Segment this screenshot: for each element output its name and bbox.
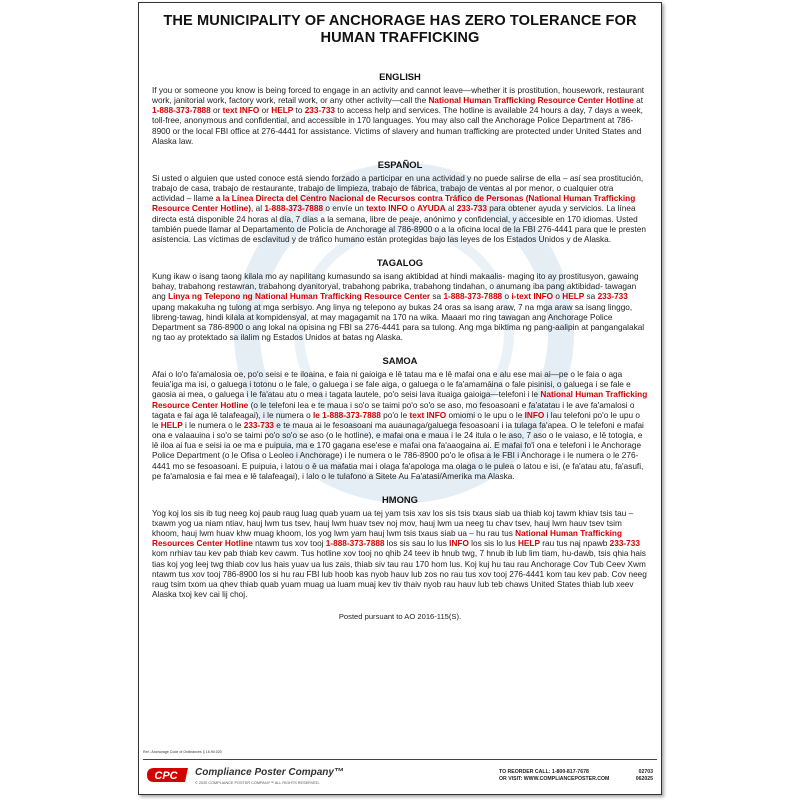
section-paragraph	[152, 509, 648, 600]
body-text: to access help and services. The hotline is available 24 hours a day, 7 days a week, toll-free, anonymous and confidential, and accessible in 170 languages. You may also call the Anchorage Police Department at 786-8900 or the local FBI office at 276-4441 for assistance. Victims of slavery and human trafficking are protected under United States and Alaska law.	[152, 106, 643, 146]
body-text: o	[407, 204, 418, 214]
highlight-text: 233-733	[456, 204, 487, 214]
body-text: upang makakuha ng tulong at mga serbisyo. Ang linya ng telepono ay bukas 24 oras sa isang araw, 7 na mga araw sa isang linggo, libreng-tawag, hindi kilala at kompidensyal, at may magagamit na 170 na wika. Maaari mo ring tawagan ang Anchorage Police Department sa 786-8900 o ang lokal na opisina ng FBI sa 276-4441 para sa tulong. Ang mga biktima ng pang-aalipin at pangangalakal ng tao ay protektado sa ilalim ng Estados Unidos at batas ng Alaska.	[152, 302, 645, 342]
copyright-text: © 2020 COMPLIANCE POSTER COMPANY™ ALL RIGHTS RESERVED.	[195, 781, 320, 785]
highlight-text: HELP	[271, 106, 294, 116]
body-text: Afai o lo'o fa'amalosia oe, po'o seisi e te iloaina, e faia ni gaioiga e lē tatau ma e lē mafai ona e alu ese mai ai—pe o le faia o aga feuia'iga ma isi, o galuega i totonu o le fale, o galuega i se fale aiga, o galuega o le fa'amamāina o fale pisinisi, o galuega i se fale e gaosia ai mea, o galuega i le fa'atau atu o mea i tagata lautele, po'o seisi lava ituaiga gaioiga—telefoni i le	[152, 370, 631, 400]
highlight-text: National Human Trafficking Resources Center Hotline	[152, 529, 622, 549]
body-text: Si usted o alguien que usted conoce está siendo forzado a participar en una actividad y no puede salirse de ella – así sea prostitución, trabajo de casa, trabajo de restaurante, trabajo de limpieza, trabajo de fábrica, trabajo de ventas al por menor, o cualquier otra actividad – llame	[152, 173, 644, 204]
body-text: sa	[584, 292, 598, 302]
body-text: omiomi o le upu o le	[446, 410, 525, 420]
highlight-text: INFO	[524, 410, 545, 420]
body-text: at	[633, 96, 644, 106]
highlight-text: 1-888-373-7888	[152, 106, 211, 116]
reorder-info	[499, 769, 609, 783]
section-english	[152, 71, 648, 147]
posted-notice: Posted pursuant to AO 2016-115(S).	[338, 612, 462, 622]
highlight-text: 1-888-373-7888	[443, 292, 503, 302]
highlight-text: National Human Trafficking Resource Center Hotline	[428, 96, 634, 106]
section-heading: ESPAÑOL	[377, 158, 423, 170]
body-text: o envíe un	[323, 204, 367, 214]
body-text: o	[553, 292, 563, 302]
body-text: rau tus naj npawb	[539, 539, 610, 549]
highlight-text: National Human Trafficking Resource Center Hotline	[152, 390, 648, 410]
section-heading: HMONG	[382, 493, 418, 505]
section-paragraph	[152, 370, 648, 482]
body-text: or	[210, 106, 223, 116]
cpc-logo-icon	[145, 767, 190, 783]
highlight-text: 1-888-373-7888	[325, 539, 385, 549]
highlight-text: i-text INFO	[511, 292, 554, 302]
poster-title: THE MUNICIPALITY OF ANCHORAGE HAS ZERO TOLERANCE FOR HUMAN TRAFFICKING	[163, 13, 637, 46]
body-text: e te maua ai le fesoasoani ma auaunaga/galuega fesoasoani i ia tulaga fa'apea. O le telefoni e mafai ona e valaauina i so'o se taimi po'o so'o se aso (o le hotline), e mafai ona e maua i le 24 itula o le aso, 7 aso o le vaiaso, e lē totogia, e lē iloa ai fua e seisi ia oe ma e puipuia, ma e 170 gagana ese'ese e mafai ona fa'aaogaina ai. E mafai fo'i ona e telefoni i le Anchorage Police Department (o le Ofisa o Leoleo i Anchorage) i le numera o le 786-8900 po'o le ofisa a le FBI i Anchorage i le numera o le 276-4441 mo se fesoasoani. E puipuia, i latou o ē ua mafatia mai i olaga fa'apologa ma olaga o le pulea o latou e isi, (e fa'atau atu, fa'asufi, pe fa'amalosia e fai mea e lē talafeagai), i lalo o le tulafono a Sitete Au Fa'atasi/Amerika ma Alaska.	[152, 420, 644, 481]
section-paragraph	[152, 272, 648, 343]
section-hmong	[152, 494, 648, 600]
highlight-text: 233-733	[597, 292, 628, 302]
highlight-text: 233-733	[243, 420, 275, 430]
company-name: Compliance Poster Company™	[195, 767, 344, 778]
body-text: sa	[430, 292, 444, 302]
body-text: ntawm tus xov tooj	[252, 539, 326, 549]
body-text: po'o le	[380, 410, 410, 420]
body-text: los sis sau lo lus	[384, 539, 450, 549]
poster-code: 02703	[638, 769, 653, 775]
reorder-website: OR VISIT: WWW.COMPLIANCEPOSTER.COM	[499, 776, 610, 782]
body-text: al	[445, 204, 457, 214]
body-text: , al	[251, 204, 265, 214]
highlight-text: Linya ng Telepono ng National Human Trafficking Resource Center	[168, 292, 431, 302]
poster-footer	[139, 759, 661, 795]
highlight-text: texto INFO	[366, 204, 408, 214]
highlight-text: INFO	[449, 539, 469, 549]
section-heading: TAGALOG	[376, 257, 424, 269]
section-paragraph	[152, 86, 648, 147]
highlight-text: 233-733	[304, 106, 335, 116]
body-text: Yog koj los sis ib tug neeg koj paub raug luag quab yuam ua tej yam tsis xav los sis tsis txaus siab ua thiab koj tawm khiav tsis tau – txawm yog ua niam ntiav, hauj lwm tus tsev, hauj lwm huav tsev noj mov, hauj lwm ua neeg tu chav tsev, hauj lwm hauv tsev tsim khoom, hauj lwm huav khw muag khoom, los yog lwm yam hauj lwm tsis txaus siab ua – hu rau tus	[152, 508, 634, 539]
section-samoa	[152, 355, 648, 482]
body-text: Kung ikaw o isang taong kilala mo ay napilitang kumasundo sa isang aktibidad at hindi makaalis- maging ito ay prostitusyon, gawaing bahay, trabahong restawran, trabahong dyanitoryal, trabahong pabrika, trabahong tindahan, o anumang iba pang aktibidad- tawagan ang	[152, 272, 639, 302]
body-text: i lau telefoni po'o le upu o le	[152, 410, 640, 430]
poster	[138, 2, 662, 795]
code-reference: Ref.: Anchorage Code of Ordinances § 16.90.020	[143, 750, 222, 754]
reorder-call: TO REORDER CALL: 1-800-817-7678	[499, 769, 589, 775]
cpc-logo-text: CPC	[154, 770, 178, 782]
poster-content	[139, 3, 661, 621]
body-text: kom nrhiav tau kev pab thiab kev cawm. Tus hotline xov tooj no qhib 24 teev ib hnub twg, 7 hnub ib lub lim tiam, hu-dawb, tsis qhia hais tias koj yog leej twg thiab cov lus hais yuav ua lus zais, thiab siv tau rau 170 hom lus. Koj kuj hu tau rau Anchorage Cov Tub Ceev Xwm ntawm tus xov tooj 786-8900 los si hu rau FBI lub hoob kas nyob hauv lub zos no rau tus xov tooj 276-4441 kom tau kev pab. Cov neeg raug tsim txom ua qhev thiab quab yuam muag ua luam muaj kev tiv thaiv nyob rau hauv lub teb chaws United States thiab lub xeev Alaska txoj kev cai lij choj.	[152, 549, 647, 600]
body-text: If you or someone you know is being forced to engage in an activity and cannot leave—whether it is prostitution, housework, restaurant work, janitorial work, factory work, retail work, or any other activity—call the	[152, 86, 645, 106]
section-paragraph	[152, 174, 648, 245]
body-text: para obtener ayuda y servicios. La línea directa está disponible 24 horas al día, 7 días a la semana, libre de peaje, anónimo y confidencial, y accesible en 170 idiomas. Usted también puede llamar al Departamento de Policía de Anchorage al 786-8900 o a la oficina local de la FBI 276-4441 para que le presten asistencia. Las víctimas de esclavitud y de tráfico humano están protegidas bajo las leyes de los Estados Unidos y de Alaska.	[152, 204, 646, 244]
poster-codes	[636, 769, 653, 783]
section-espanol	[152, 159, 648, 245]
section-heading: ENGLISH	[379, 71, 421, 82]
revision-code: 062025	[635, 776, 653, 782]
highlight-text: 233-733	[609, 539, 640, 549]
highlight-text: HELP	[160, 420, 183, 430]
body-text: or	[259, 106, 272, 116]
highlight-text: HELP	[562, 292, 585, 302]
highlight-text: text INFO	[222, 106, 260, 116]
body-text: (o le telefoni lea e te maua i so'o se taimi po'o so'o se aso, mo fesoasoani e fa'atatau i le ave fa'amalosi o tagata e fai aga lē talafeagai), i le numera o	[152, 400, 635, 420]
body-text: i le numera o le	[182, 420, 244, 430]
body-text: los sis lo lus	[468, 539, 518, 549]
footer-divider	[143, 759, 657, 760]
section-tagalog	[152, 257, 648, 343]
body-text: o	[502, 292, 512, 302]
highlight-text: le 1-888-373-7888	[312, 410, 381, 420]
highlight-text: 1-888-373-7888	[264, 204, 324, 214]
body-text: to	[293, 106, 305, 116]
highlight-text: text INFO	[409, 410, 447, 420]
highlight-text: a la Línea Directa del Centro Nacional de Recursos contra Tráfico de Personas (National Human Trafficking Resource Center Hotline)	[152, 194, 636, 214]
highlight-text: HELP	[517, 539, 540, 549]
highlight-text: AYUDA	[417, 204, 446, 214]
section-heading: SAMOA	[382, 355, 418, 367]
